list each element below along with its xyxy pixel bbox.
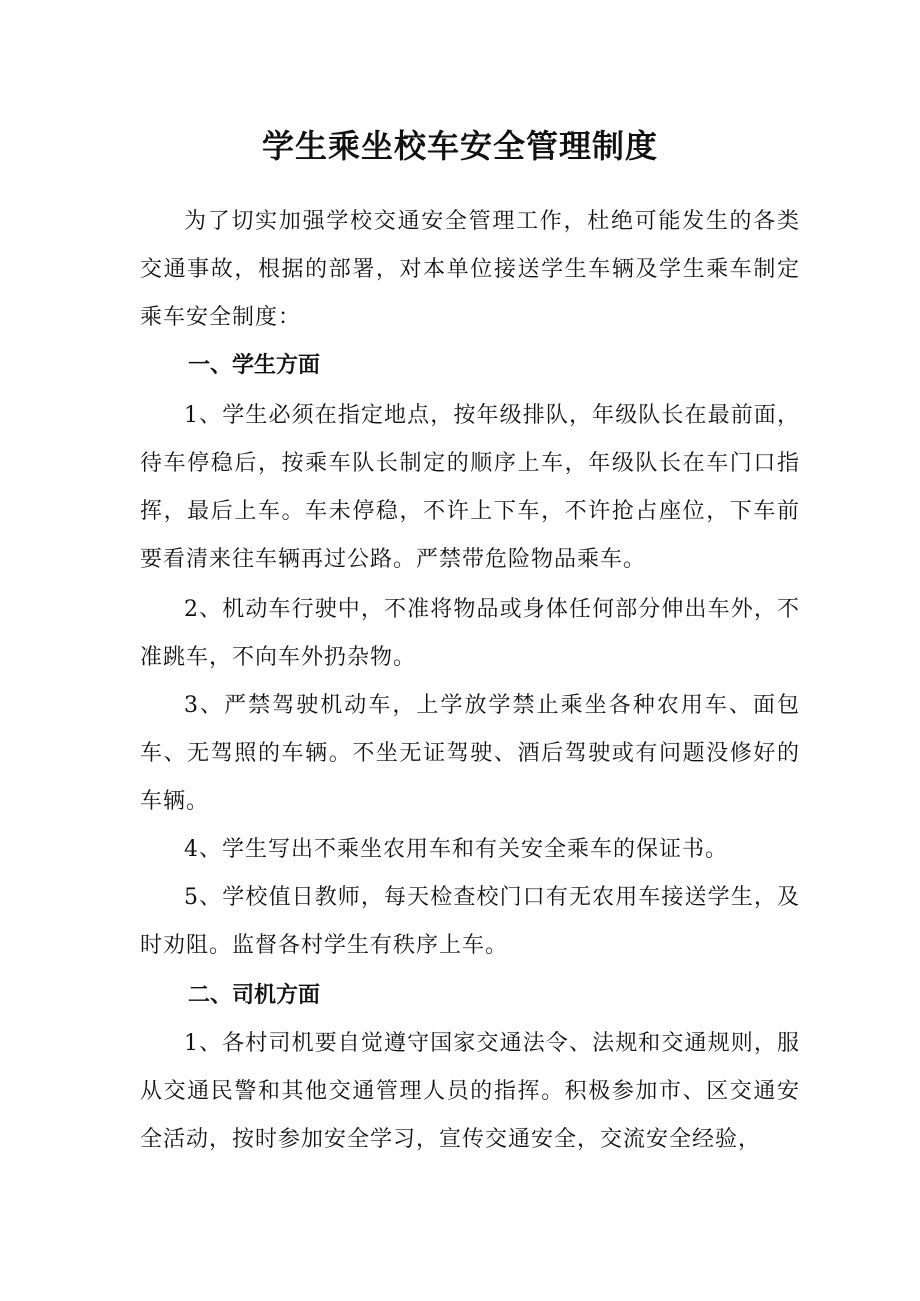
student-rule-2: 2、机动车行驶中，不准将物品或身体任何部分伸出车外，不准跳车，不向车外扔杂物。 xyxy=(140,597,800,670)
student-rule-1: 1、学生必须在指定地点，按年级排队，年级队长在最前面，待车停稳后，按乘车队长制定的顺序上车，年级队长在车门口指挥，最后上车。车未停稳，不许上下车，不许抢占座位，下车前要看清来往车辆再过公路。严禁带危险物品乘车。 xyxy=(140,403,800,572)
intro-paragraph: 为了切实加强学校交通安全管理工作，杜绝可能发生的各类交通事故，根据的部署，对本单位接送学生车辆及学生乘车制定乘车安全制度： xyxy=(140,209,800,330)
student-rule-4: 4、学生写出不乘坐农用车和有关安全乘车的保证书。 xyxy=(184,837,728,862)
student-rule-5: 5、学校值日教师，每天检查校门口有无农用车接送学生，及时劝阻。监督各村学生有秩序上车。 xyxy=(140,885,800,958)
driver-rule-1: 1、各村司机要自觉遵守国家交通法令、法规和交通规则，服从交通民警和其他交通管理人员的指挥。积极参加市、区交通安全活动，按时参加安全学习，宣传交通安全，交流安全经验， xyxy=(140,1031,800,1152)
document-title: 学生乘坐校车安全管理制度 xyxy=(261,127,658,165)
section-heading-drivers: 二、司机方面 xyxy=(188,983,321,1008)
student-rule-3: 3、严禁驾驶机动车，上学放学禁止乘坐各种农用车、面包车、无驾照的车辆。不坐无证驾驶、酒后驾驶或有问题没修好的车辆。 xyxy=(140,693,800,814)
section-heading-students: 一、学生方面 xyxy=(188,353,321,378)
